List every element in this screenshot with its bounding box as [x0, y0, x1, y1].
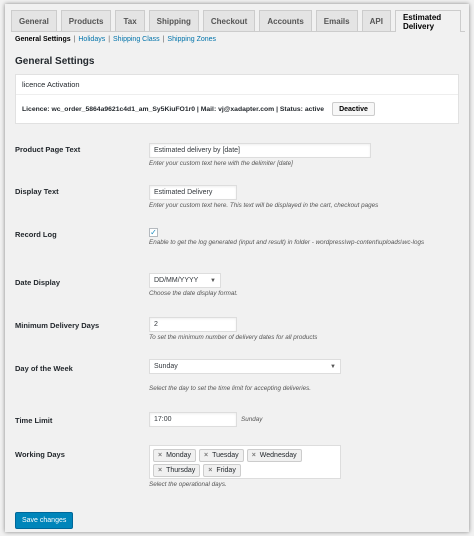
date-display-value: DD/MM/YYYY — [154, 277, 199, 284]
min-delivery-days-label: Minimum Delivery Days — [15, 321, 100, 330]
display-text-label: Display Text — [15, 187, 59, 196]
remove-tag-icon[interactable]: × — [158, 452, 163, 459]
licence-heading: licence Activation — [16, 75, 458, 95]
min-delivery-days-desc: To set the minimum number of delivery dates for all products — [149, 334, 318, 341]
display-text-input[interactable]: Estimated Delivery — [149, 185, 237, 200]
remove-tag-icon[interactable]: × — [208, 467, 213, 474]
subnav-separator: | — [162, 36, 165, 43]
record-log-desc: Enable to get the log generated (input and result) in folder - wordpress\wp-content\uploads\wc-logs — [149, 239, 425, 246]
product-page-text-input[interactable]: Estimated delivery by [date] — [149, 143, 371, 158]
tab-products[interactable]: Products — [61, 10, 112, 31]
licence-row — [16, 95, 458, 123]
subnav-general-settings[interactable]: General Settings — [15, 36, 71, 43]
working-day-tag-wednesday — [247, 449, 302, 462]
time-limit-day: Sunday — [241, 416, 263, 423]
date-display-select[interactable] — [149, 273, 221, 288]
save-changes-button[interactable]: Save changes — [15, 512, 73, 529]
deactivate-button[interactable]: Deactive — [332, 102, 375, 116]
time-limit-input[interactable]: 17:00 — [149, 412, 237, 427]
working-day-tag-friday — [203, 464, 241, 477]
subnav-shipping-class[interactable]: Shipping Class — [112, 36, 160, 43]
licence-details: Licence: wc_order_5864a9621c4d1_am_Sy5KiuFO1r0 | Mail: vj@xadapter.com | Status: active — [22, 105, 325, 113]
working-day-tag-label: Thursday — [166, 467, 196, 474]
tab-emails[interactable]: Emails — [316, 10, 358, 31]
working-days-multiselect[interactable] — [149, 445, 341, 479]
day-of-week-value: Sunday — [154, 363, 178, 370]
tab-api[interactable]: API — [362, 10, 391, 31]
product-page-text-desc: Enter your custom text here with the delimiter [date] — [149, 160, 293, 167]
date-display-desc: Choose the date display format. — [149, 290, 238, 297]
remove-tag-icon[interactable]: × — [204, 452, 209, 459]
record-log-checkbox[interactable] — [149, 228, 158, 237]
working-days-desc: Select the operational days. — [149, 481, 227, 488]
tab-tax[interactable]: Tax — [115, 10, 144, 31]
sub-navigation — [15, 36, 216, 43]
working-day-tag-label: Tuesday — [212, 452, 239, 459]
product-page-text-label: Product Page Text — [15, 145, 81, 154]
working-day-tag-label: Friday — [216, 467, 236, 474]
subnav-separator: | — [73, 36, 76, 43]
working-day-tag-tuesday — [199, 449, 244, 462]
tab-estimated-delivery[interactable]: Estimated Delivery — [395, 10, 461, 32]
remove-tag-icon[interactable]: × — [158, 467, 163, 474]
page-title: General Settings — [15, 56, 95, 67]
tab-checkout[interactable]: Checkout — [203, 10, 255, 31]
tab-accounts[interactable]: Accounts — [259, 10, 311, 31]
settings-window — [5, 4, 469, 532]
working-days-label: Working Days — [15, 450, 65, 459]
display-text-desc: Enter your custom text here. This text will be displayed in the cart, checkout pages — [149, 202, 379, 209]
remove-tag-icon[interactable]: × — [251, 452, 256, 459]
tab-shipping[interactable]: Shipping — [149, 10, 199, 31]
record-log-label: Record Log — [15, 230, 57, 239]
day-of-week-select[interactable] — [149, 359, 341, 374]
chevron-down-icon: ▼ — [210, 277, 216, 284]
date-display-label: Date Display — [15, 278, 61, 287]
working-day-tag-monday — [153, 449, 196, 462]
checkmark-icon: ✓ — [150, 228, 157, 237]
subnav-separator: | — [108, 36, 111, 43]
min-delivery-days-input[interactable]: 2 — [149, 317, 237, 332]
time-limit-label: Time Limit — [15, 416, 53, 425]
subnav-shipping-zones[interactable]: Shipping Zones — [167, 36, 217, 43]
tab-general[interactable]: General — [11, 10, 57, 31]
subnav-holidays[interactable]: Holidays — [78, 36, 106, 43]
day-of-week-label: Day of the Week — [15, 364, 73, 373]
day-of-week-desc: Select the day to set the time limit for accepting deliveries. — [149, 385, 312, 392]
settings-tabs — [11, 7, 465, 32]
working-day-tag-thursday — [153, 464, 200, 477]
working-day-tag-label: Wednesday — [259, 452, 297, 459]
licence-box — [15, 74, 459, 124]
working-day-tag-label: Monday — [166, 452, 191, 459]
chevron-down-icon: ▼ — [330, 363, 336, 370]
